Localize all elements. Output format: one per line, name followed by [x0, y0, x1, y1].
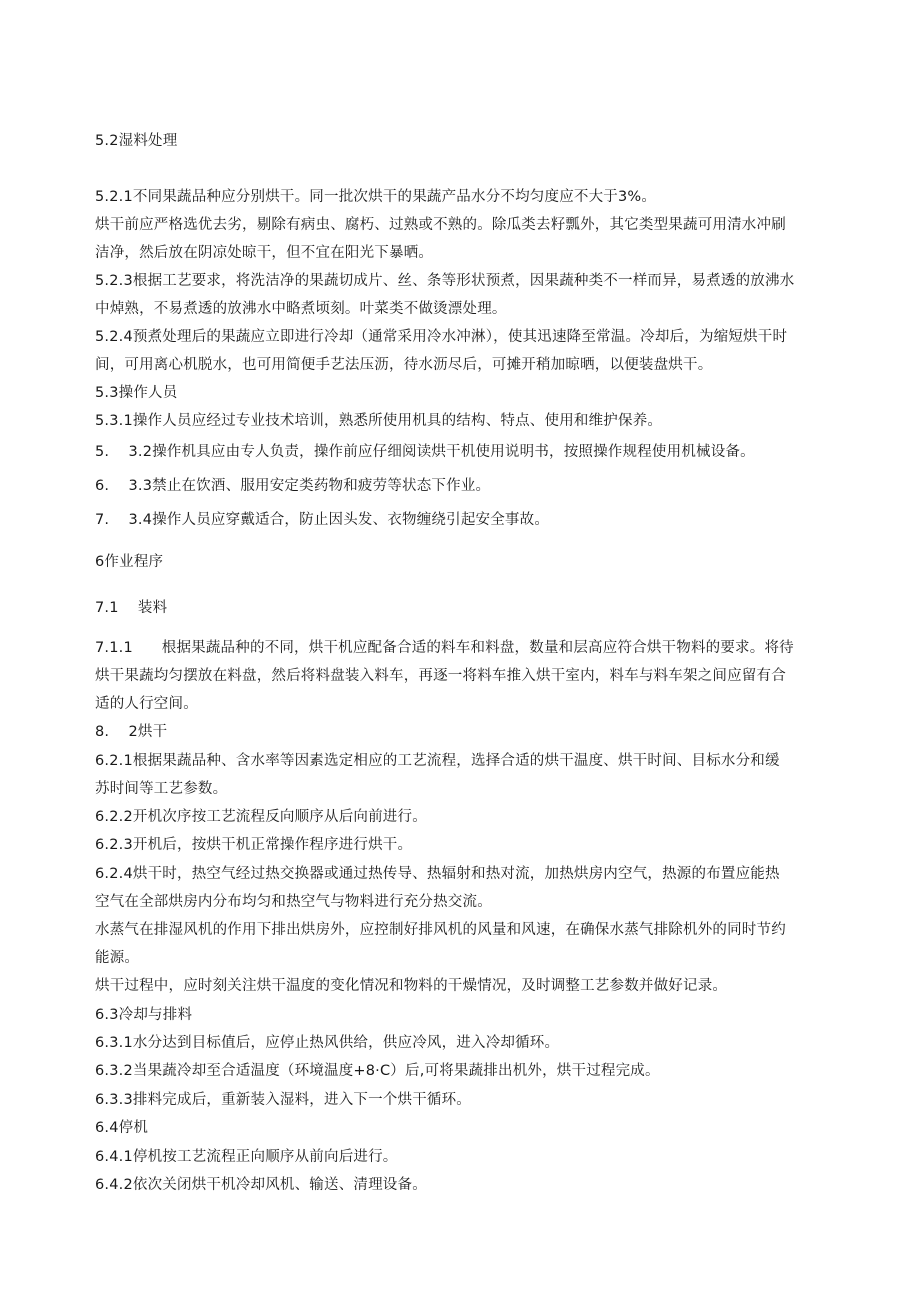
paragraph-line: 间，可用离心机脱水，也可用简便手艺法压沥，待水沥尽后，可摊开稍加晾晒，以便装盘烘干。	[95, 357, 713, 373]
paragraph-line: 6.2.3开机后，按烘干机正常操作程序进行烘干。	[95, 837, 413, 853]
paragraph-line: 6.3.1水分达到目标值后，应停止热风供给，供应冷风，进入冷却循环。	[95, 1035, 560, 1051]
paragraph-line: 6.2.2开机次序按工艺流程反向顺序从后向前进行。	[95, 809, 427, 825]
paragraph-line: 适的人行空间。	[95, 696, 198, 712]
section-heading-5-3: 5.3操作人员	[95, 385, 178, 401]
section-heading-5-2: 5.2湿料处理	[95, 133, 178, 149]
paragraph-line: 5.2.3根据工艺要求，将洗洁净的果蔬切成片、丝、条等形状预煮，因果蔬种类不一样而异，易煮透的放沸水	[95, 273, 795, 289]
paragraph-line: 6. 3.3禁止在饮酒、服用安定类药物和疲劳等状态下作业。	[95, 478, 491, 494]
paragraph-line: 7.1.1 根据果蔬品种的不同，烘干机应配备合适的料车和料盘，数量和层高应符合烘干物料的要求。将待	[95, 640, 794, 656]
section-heading-6-3: 6.3冷却与排料	[95, 1007, 193, 1023]
paragraph-line: 6.4.1停机按工艺流程正向顺序从前向后进行。	[95, 1149, 398, 1165]
paragraph-line: 5.3.1操作人员应经过专业技术培训，熟悉所使用机具的结构、特点、使用和维护保养。	[95, 413, 663, 429]
paragraph-line: 6.3.2当果蔬冷却至合适温度（环境温度+8·C）后,可将果蔬排出机外，烘干过程完成。	[95, 1063, 660, 1079]
paragraph-line: 水蒸气在排湿风机的作用下排出烘房外，应控制好排风机的风量和风速，在确保水蒸气排除机外的同时节约	[95, 922, 786, 938]
paragraph-line: 空气在全部烘房内分布均匀和热空气与物料进行充分热交流。	[95, 894, 492, 910]
paragraph-line: 苏时间等工艺参数。	[95, 781, 228, 797]
paragraph-line: 洁净，然后放在阴凉处晾干，但不宜在阳光下暴晒。	[95, 245, 434, 261]
paragraph-line: 烘干前应严格选优去劣，剔除有病虫、腐朽、过熟或不熟的。除瓜类去籽瓢外，其它类型果蔬可用清水冲刷	[95, 217, 786, 233]
section-heading-6-4: 6.4停机	[95, 1120, 149, 1136]
paragraph-line: 6.4.2依次关闭烘干机冷却风机、输送、清理设备。	[95, 1177, 427, 1193]
paragraph-line: 中焯熟，不易煮透的放沸水中略煮顷刻。叶菜类不做烫漂处理。	[95, 301, 507, 317]
paragraph-line: 5.2.1不同果蔬品种应分别烘干。同一批次烘干的果蔬产品水分不均匀度应不大于3%。	[95, 189, 657, 205]
section-heading-7-1: 7.1 装料	[95, 600, 168, 616]
paragraph-line: 6.2.1根据果蔬品种、含水率等因素选定相应的工艺流程，选择合适的烘干温度、烘干时间、目标水分和缓	[95, 753, 780, 769]
section-heading-8: 8. 2烘干	[95, 724, 168, 740]
paragraph-line: 5.2.4预煮处理后的果蔬应立即进行冷却（通常采用冷水冲淋），使其迅速降至常温。冷却后，为缩短烘干时	[95, 329, 788, 345]
paragraph-line: 能源。	[95, 950, 140, 966]
paragraph-line: 烘干过程中，应时刻关注烘干温度的变化情况和物料的干燥情况，及时调整工艺参数并做好记录。	[95, 978, 728, 994]
paragraph-line: 7. 3.4操作人员应穿戴适合，防止因头发、衣物缠绕引起安全事故。	[95, 512, 550, 528]
paragraph-line: 5. 3.2操作机具应由专人负责，操作前应仔细阅读烘干机使用说明书，按照操作规程使用机械设备。	[95, 444, 755, 460]
paragraph-line: 6.2.4烘干时，热空气经过热交换器或通过热传导、热辐射和热对流，加热烘房内空气，热源的布置应能热	[95, 866, 780, 882]
paragraph-line: 6.3.3排料完成后，重新装入湿料，进入下一个烘干循环。	[95, 1092, 471, 1108]
paragraph-line: 烘干果蔬均匀摆放在料盘，然后将料盘装入料车，再逐一将料车推入烘干室内，料车与料车架之间应留有合	[95, 668, 786, 684]
section-heading-6: 6作业程序	[95, 554, 164, 570]
